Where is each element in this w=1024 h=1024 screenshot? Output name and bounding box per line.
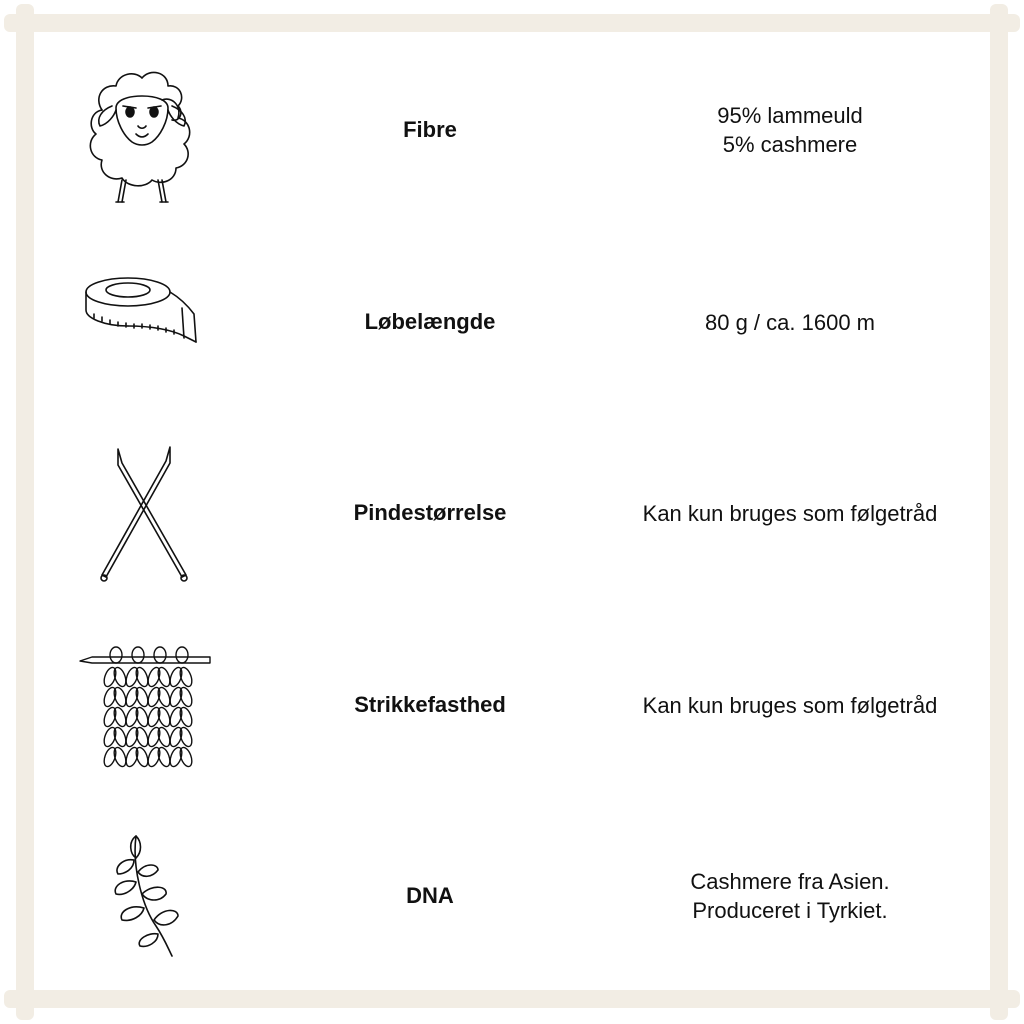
spec-value-line: 5% cashmere [722,132,858,157]
spec-label: Fibre [403,117,457,142]
spec-row-lobelaengde [0,242,1024,402]
spec-value-line: 95% lammeuld [717,103,863,128]
spec-row-pindestorrelse [0,433,1024,593]
spec-row-fibre [0,50,1024,210]
measuring-tape-icon [72,242,212,402]
frame-top [4,14,1020,32]
spec-value [600,50,980,210]
spec-value [600,625,980,785]
spec-value-line: Cashmere fra Asien. [690,869,890,894]
spec-value [600,433,980,593]
spec-value-line: Kan kun bruges som følgetråd [642,500,938,526]
spec-value-line: Kan kun bruges som følgetråd [642,692,938,718]
leaf-branch-icon [72,816,212,976]
spec-label: Løbelængde [364,309,496,334]
knitted-stitches-icon [72,625,212,785]
spec-row-dna [0,816,1024,976]
spec-value [600,816,980,976]
sheep-icon [72,50,212,210]
spec-value-line: Produceret i Tyrkiet. [692,898,888,923]
spec-label: DNA [406,883,454,908]
spec-value-line: 80 g / ca. 1600 m [705,309,875,335]
spec-label: Pindestørrelse [353,500,507,525]
spec-label: Strikkefasthed [354,692,506,717]
frame-bottom [4,990,1020,1008]
spec-value [600,242,980,402]
knitting-needles-icon [72,433,212,593]
spec-row-strikkefasthed [0,625,1024,785]
